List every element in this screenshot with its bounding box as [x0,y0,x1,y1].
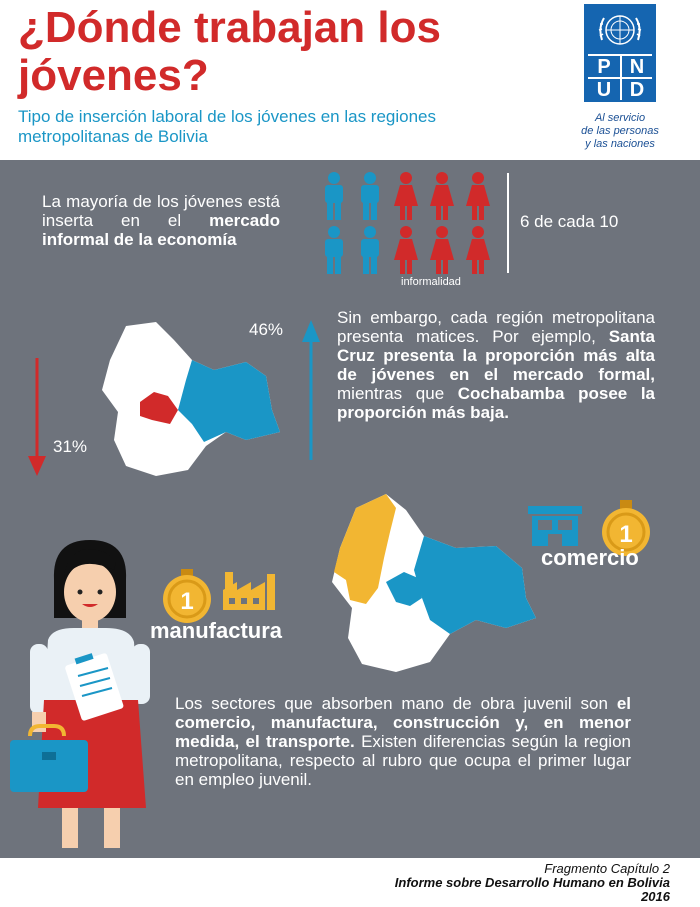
page-subtitle: Tipo de inserción laboral de los jóvenes en las regiones metropolitanas de Bolivia [18,107,437,146]
regions-text: Sin embargo, cada región metropolitana presenta matices. Por ejemplo, Santa Cruz presenta la proporción más alta de jóvenes en el mercado formal, mientras que Cochabamba posee la proporción más baja. [337,308,655,422]
divider [507,173,509,273]
factory-icon [221,568,277,612]
cochabamba-percentage: 31% [53,437,88,456]
source-credit: Fragmento Capítulo 2 Informe sobre Desarrollo Humano en Bolivia 2016 [394,861,670,904]
intro-text: La mayoría de los jóvenes está inserta en el mercado informal de la economía [42,192,280,249]
person-icon-informal [392,226,420,274]
un-emblem-icon [594,10,646,50]
person-icon-informal [428,226,456,274]
person-icon-formal [320,226,348,274]
person-icon-formal [320,172,348,220]
medal-rank: 1 [180,588,194,615]
person-icon-informal [428,172,456,220]
pnud-logo [584,4,656,102]
person-icon-formal [356,172,384,220]
santa-cruz-percentage: 46% [249,320,284,339]
bolivia-map [96,320,286,478]
logo-letter-p: P [588,54,620,77]
person-icon-formal [356,226,384,274]
manufactura-label: manufactura [150,618,283,643]
logo-tagline: Al servicio de las personas y las naciones [581,112,659,150]
up-arrow-icon [296,318,326,462]
person-icon-informal [392,172,420,220]
shop-icon [526,504,584,548]
informality-label: informalidad [401,276,461,288]
logo-letter-u: U [588,77,620,100]
informality-pictogram [320,172,500,276]
logo-letter-n: N [620,54,652,77]
bolivia-sectors-map [326,488,540,674]
page-title: ¿Dónde trabajan los jóvenes? [18,3,441,100]
logo-letter-d: D [620,77,652,100]
comercio-label: comercio [541,545,639,570]
medal-rank: 1 [619,521,633,548]
down-arrow-icon [22,356,52,478]
person-icon-informal [464,172,492,220]
header [0,0,700,160]
person-icon-informal [464,226,492,274]
sectors-text: Los sectores que absorben mano de obra juvenil son el comercio, manufactura, construcción y, en menor medida, el transporte. Existen diferencias según la region metropolitana, respecto al rubro que ocupa el primer lugar en empleo juvenil. [175,694,631,789]
informality-ratio: 6 de cada 10 [520,212,619,231]
woman-illustration [8,540,170,858]
